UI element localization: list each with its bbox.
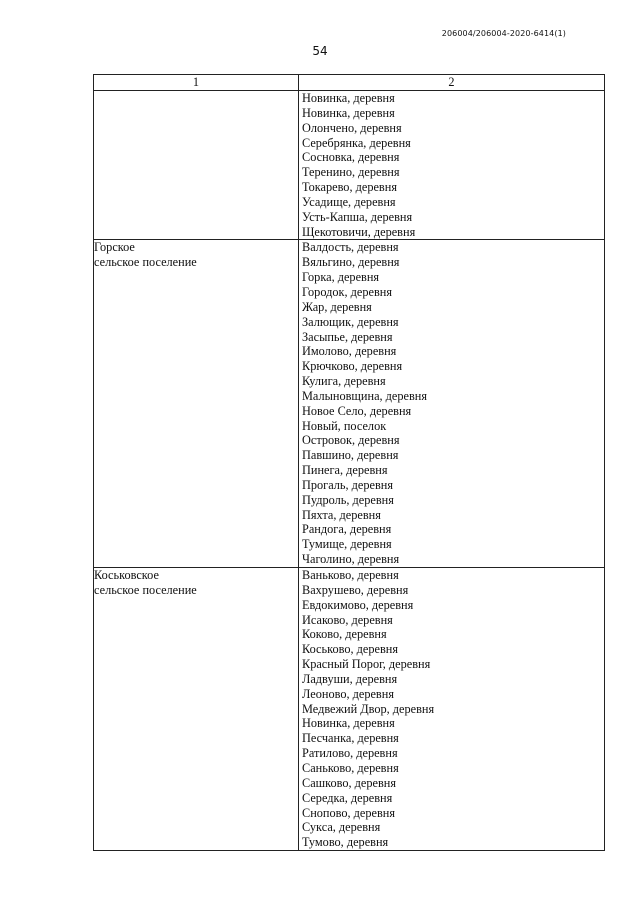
place-item: Новый, поселок [302, 418, 387, 433]
settlement-name-line: Коськовское [94, 568, 159, 582]
place-item: Евдокимово, деревня [302, 597, 414, 612]
table-row [94, 240, 605, 568]
settlement-cell [94, 568, 299, 851]
place-item: Пинега, деревня [302, 463, 388, 478]
place-item: Жар, деревня [302, 299, 372, 314]
settlement-name-line: сельское поселение [94, 582, 197, 597]
settlements-table [93, 74, 605, 851]
table-row [94, 91, 605, 240]
place-item: Новинка, деревня [302, 91, 395, 105]
place-item: Олончено, деревня [302, 120, 402, 135]
place-item: Сосновка, деревня [302, 150, 400, 165]
place-item: Пяхта, деревня [302, 507, 381, 522]
place-item: Снопово, деревня [302, 805, 396, 820]
place-item: Усадище, деревня [302, 194, 396, 209]
place-item: Имолово, деревня [302, 344, 397, 359]
place-item: Леоново, деревня [302, 686, 394, 701]
document-id: 206004/206004-2020-6414(1) [441, 29, 566, 38]
place-item: Красный Порог, деревня [302, 657, 431, 672]
place-item: Теренино, деревня [302, 165, 400, 180]
place-item: Крючково, деревня [302, 359, 403, 374]
table-header-row [94, 75, 605, 91]
page-number: 54 [312, 44, 328, 58]
settlement-cell [94, 91, 299, 240]
places-cell [299, 240, 605, 568]
places-cell [299, 91, 605, 240]
settlement-cell [94, 240, 299, 568]
place-item: Коськово, деревня [302, 642, 398, 657]
place-item: Медвежий Двор, деревня [302, 701, 435, 716]
place-item: Сашково, деревня [302, 775, 397, 790]
table-row [94, 568, 605, 851]
place-item: Вяльгино, деревня [302, 255, 400, 270]
place-item: Середка, деревня [302, 790, 393, 805]
place-item: Островок, деревня [302, 433, 400, 448]
place-item: Коково, деревня [302, 627, 387, 642]
place-item: Новое Село, деревня [302, 403, 412, 418]
settlement-name-line: Горское [94, 240, 135, 255]
place-item: Серебрянка, деревня [302, 135, 411, 150]
place-item: Горка, деревня [302, 270, 380, 285]
column-header-2: 2 [299, 75, 605, 91]
place-item: Залющик, деревня [302, 314, 399, 329]
place-item: Щекотовичи, деревня [302, 224, 416, 239]
place-item: Тумище, деревня [302, 537, 392, 552]
place-item: Тумово, деревня [302, 835, 389, 850]
place-item: Токарево, деревня [302, 180, 397, 195]
place-item: Прогаль, деревня [302, 477, 394, 492]
places-cell [299, 568, 605, 851]
place-item: Сукса, деревня [302, 820, 381, 835]
place-item: Исаково, деревня [302, 612, 393, 627]
column-header-1: 1 [94, 75, 299, 91]
place-item: Вахрушево, деревня [302, 582, 409, 597]
place-item: Пудроль, деревня [302, 492, 394, 507]
place-item: Чаголино, деревня [302, 552, 400, 567]
table-body [94, 91, 605, 851]
place-item: Городок, деревня [302, 284, 393, 299]
place-item: Рандога, деревня [302, 522, 392, 537]
place-item: Кулига, деревня [302, 374, 386, 389]
place-item: Усть-Капша, деревня [302, 209, 413, 224]
place-item: Ладвуши, деревня [302, 671, 398, 686]
place-item: Засыпье, деревня [302, 329, 393, 344]
settlement-name-line: сельское поселение [94, 255, 197, 270]
place-item: Малыновщина, деревня [302, 388, 428, 403]
place-item: Саньково, деревня [302, 760, 399, 775]
place-item: Новинка, деревня [302, 716, 395, 731]
place-item: Ратилово, деревня [302, 746, 398, 761]
place-item: Новинка, деревня [302, 105, 395, 120]
place-item: Ваньково, деревня [302, 568, 399, 582]
place-item: Валдость, деревня [302, 240, 399, 255]
place-item: Песчанка, деревня [302, 731, 399, 746]
place-item: Павшино, деревня [302, 448, 399, 463]
